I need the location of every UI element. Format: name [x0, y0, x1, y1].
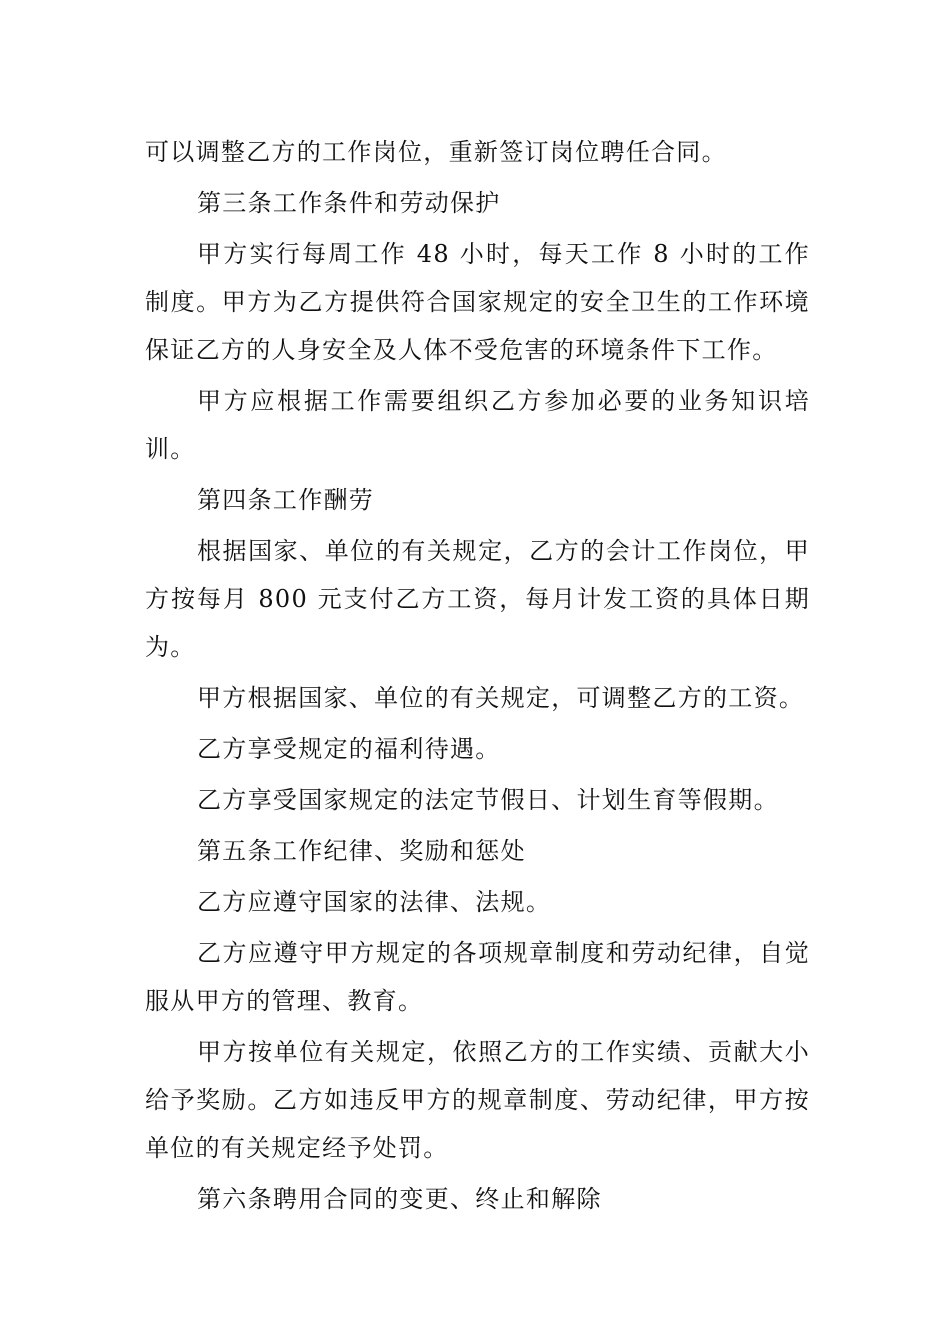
paragraph-continuation: 可以调整乙方的工作岗位，重新签订岗位聘任合同。: [145, 138, 727, 166]
paragraph-rules: 乙方应遵守甲方规定的各项规章制度和劳动纪律，自觉服从甲方的管理、教育。: [145, 939, 810, 1015]
article-5-heading: 第五条工作纪律、奖励和惩处: [197, 837, 526, 865]
paragraph-salary: 根据国家、单位的有关规定，乙方的会计工作岗位，甲方按每月 800 元支付乙方工资，每月计发工资的具体日期为。: [145, 537, 810, 661]
article-6-heading: 第六条聘用合同的变更、终止和解除: [197, 1185, 602, 1213]
paragraph-training: 甲方应根据工作需要组织乙方参加必要的业务知识培训。: [145, 387, 810, 463]
article-3-heading: 第三条工作条件和劳动保护: [197, 189, 501, 217]
article-4-heading: 第四条工作酬劳: [197, 486, 375, 514]
contract-body: [145, 128, 810, 1223]
paragraph-salary-adjustment: 甲方根据国家、单位的有关规定，可调整乙方的工资。: [197, 684, 805, 712]
paragraph-holidays: 乙方享受国家规定的法定节假日、计划生育等假期。: [197, 786, 779, 814]
paragraph-rewards-penalties: 甲方按单位有关规定，依照乙方的工作实绩、贡献大小给予奖励。乙方如违反甲方的规章制度、劳动纪律，甲方按单位的有关规定经予处罚。: [145, 1038, 810, 1162]
paragraph-working-hours: 甲方实行每周工作 48 小时，每天工作 8 小时的工作制度。甲方为乙方提供符合国家规定的安全卫生的工作环境保证乙方的人身安全及人体不受危害的环境条件下工作。: [145, 240, 810, 364]
paragraph-welfare: 乙方享受规定的福利待遇。: [197, 735, 501, 763]
paragraph-laws: 乙方应遵守国家的法律、法规。: [197, 888, 552, 916]
